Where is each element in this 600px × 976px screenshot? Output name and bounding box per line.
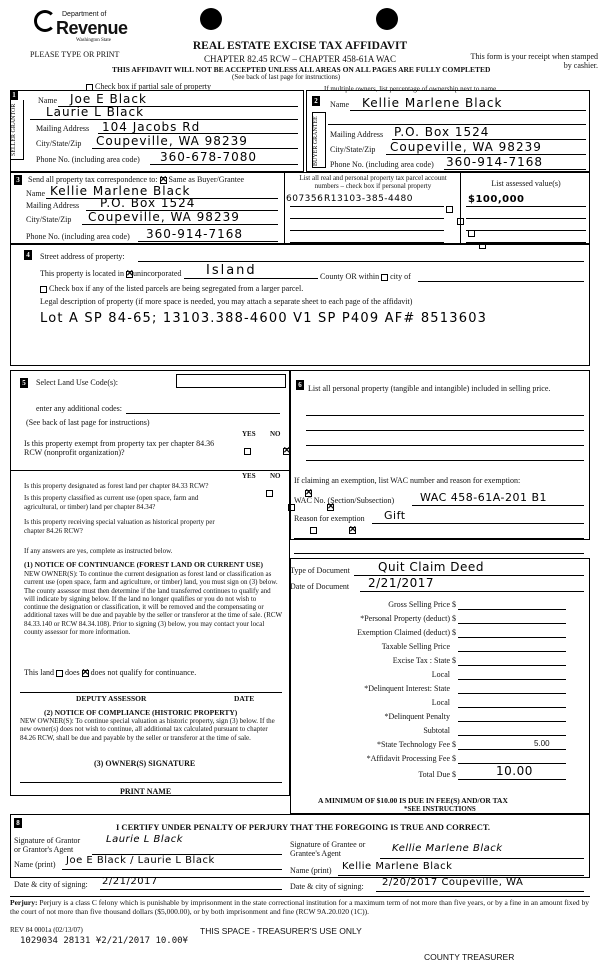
seller-phone-label: Phone No. (including area code): [36, 155, 140, 164]
corr-name[interactable]: Kellie Marlene Black: [50, 184, 191, 198]
reason-line-3: [294, 553, 584, 554]
buyer-mail[interactable]: P.O. Box 1524: [394, 125, 490, 139]
section-5-badge: 5: [20, 378, 28, 388]
seller-name2[interactable]: Laurie L Black: [46, 105, 145, 119]
buyer-phone-line: [444, 169, 586, 170]
doc-date-label: Date of Document: [290, 582, 350, 591]
fee-dollar: $: [452, 754, 456, 763]
buyer-name-label: Name: [330, 100, 350, 109]
grantee-print-line: [338, 875, 584, 876]
value-line-3: [466, 230, 586, 231]
section-1-badge: 1: [10, 90, 18, 100]
fee-table: [290, 598, 590, 788]
land-use-label: Select Land Use Code(s):: [36, 378, 118, 387]
reason-line: [372, 523, 584, 524]
doc-date-line: [360, 591, 584, 592]
fee-line: [458, 693, 566, 694]
fee-label: Gross Selling Price: [388, 600, 450, 609]
buyer-phone[interactable]: 360-914-7168: [446, 155, 544, 169]
fee-label: Excise Tax : State: [392, 656, 450, 665]
fee-line: [458, 735, 566, 736]
personal-property-check-2[interactable]: [457, 218, 464, 225]
value-line-2: [466, 218, 586, 219]
fee-line: [458, 665, 566, 666]
seller-phone-line: [150, 164, 298, 165]
fee-line: [458, 637, 566, 638]
grantee-date-line: [376, 891, 584, 892]
form-title: REAL ESTATE EXCISE TAX AFFIDAVIT: [192, 40, 408, 52]
parcel-number[interactable]: R13103-385-4480: [324, 194, 413, 204]
no-header: NO: [270, 430, 281, 438]
yes-header: YES: [242, 430, 256, 438]
receipt-note: This form is your receipt when stamped by cashier.: [470, 52, 598, 70]
fee-label: *Affidavit Processing Fee: [366, 754, 450, 763]
fee-label: *Personal Property (deduct): [360, 614, 450, 623]
legal-label: Legal description of property (if more space is needed, you may attach a separate sheet to each page of the affidavit): [40, 297, 413, 306]
continuance-row[interactable]: This land does ✕ does not qualify for continuance.: [24, 668, 196, 677]
corr-phone[interactable]: 360-914-7168: [146, 227, 244, 241]
section-8-badge: 8: [14, 818, 22, 828]
segregated-check[interactable]: Check box if any of the listed parcels are being segregated from a larger parcel.: [40, 284, 303, 293]
grantee-signature[interactable]: Kellie Marlene Black: [392, 843, 503, 854]
fee-dollar: $: [452, 656, 456, 665]
revenue-logo: [32, 8, 128, 48]
treasurer-use: THIS SPACE - TREASURER'S USE ONLY: [200, 926, 362, 936]
assessor-date-label: DATE: [234, 694, 255, 703]
city-of-line: [418, 281, 584, 282]
wac-label: WAC No. (Section/Subsection): [294, 496, 395, 505]
personal-property-check-1[interactable]: [446, 206, 453, 213]
corr-city-label: City/State/Zip: [26, 215, 72, 224]
personal-line-2: [306, 430, 584, 431]
parcel-divider: [284, 172, 285, 244]
logo-swoosh-icon: [34, 10, 56, 32]
logo-revenue: Revenue: [56, 18, 128, 38]
tech-fee-value[interactable]: 5.00: [534, 739, 550, 748]
see-instructions: *SEE INSTRUCTIONS: [404, 805, 476, 813]
seller-name-label: Name: [38, 96, 58, 105]
fee-line: [458, 679, 566, 680]
personal-line-1: [306, 415, 584, 416]
corr-city[interactable]: Coupeville, WA 98239: [88, 210, 240, 224]
grantor-date[interactable]: 2/21/2017: [102, 876, 158, 887]
yes-header-2: YES: [242, 472, 256, 480]
q1-text: Is this property exempt from property tax per chapter 84.36 RCW (nonprofit organization)?: [24, 439, 215, 457]
section-6-badge: 6: [296, 380, 304, 390]
grantee-sig-label: Signature of Grantee or Grantee's Agent: [290, 840, 366, 858]
corr-phone-label: Phone No. (including area code): [26, 232, 130, 241]
street-line: [138, 261, 584, 262]
fee-line: [458, 707, 566, 708]
wac-value[interactable]: WAC 458-61A-201 B1: [420, 491, 548, 504]
legal-description[interactable]: Lot A SP 84-65; 13103.388-4600 V1 SP P409 AF# 8513603: [40, 311, 488, 326]
grantee-date-label: Date & city of signing:: [290, 882, 364, 891]
print-name-label: PRINT NAME: [120, 787, 172, 796]
deputy-assessor-label: DEPUTY ASSESSOR: [76, 694, 147, 703]
if-yes-note: If any answers are yes, complete as instructed below.: [24, 547, 173, 555]
grantor-print-label: Name (print): [14, 860, 56, 869]
seller-mail-label: Mailing Address: [36, 124, 90, 133]
notice2-title: (2) NOTICE OF COMPLIANCE (HISTORIC PROPERTY): [44, 708, 238, 717]
fee-label: Local: [431, 670, 450, 679]
fee-label: Total Due: [418, 770, 450, 779]
fee-label: Exemption Claimed (deduct): [357, 628, 450, 637]
personal-label: List all personal property (tangible and intangible) included in selling price.: [308, 384, 551, 393]
punch-hole-right: [376, 8, 398, 30]
seller-city[interactable]: Coupeville, WA 98239: [96, 134, 248, 148]
corr-mail-label: Mailing Address: [26, 201, 80, 210]
grantor-date-label: Date & city of signing:: [14, 880, 88, 889]
fee-line: [458, 721, 566, 722]
doc-type-value[interactable]: Quit Claim Deed: [378, 560, 484, 574]
certify-text: I CERTIFY UNDER PENALTY OF PERJURY THAT THE FOREGOING IS TRUE AND CORRECT.: [116, 822, 491, 832]
multiple-owners-note: If multiple owners, list percentage of ownership next to name.: [324, 85, 498, 93]
doc-type-label: Type of Document: [290, 566, 350, 575]
value-line-4: [466, 242, 586, 243]
buyer-name[interactable]: Kellie Marlene Black: [362, 96, 503, 110]
notice1-title: (1) NOTICE OF CONTINUANCE (FOREST LAND OR CURRENT USE): [24, 560, 264, 569]
no-header-2: NO: [270, 472, 281, 480]
reason-line-2: [294, 538, 584, 539]
seller-side-tab: [10, 100, 24, 160]
located-row[interactable]: This property is located in ✕ unincorporated: [40, 269, 181, 278]
fee-dollar: $: [452, 740, 456, 749]
fee-line: [458, 651, 566, 652]
land-use-see-back: (See back of last page for instructions): [26, 418, 150, 427]
personal-line-3: [306, 445, 584, 446]
parcel-line-2: [290, 218, 444, 219]
q1-no[interactable]: [283, 448, 290, 455]
reason-value[interactable]: Gift: [384, 509, 406, 522]
buyer-side-label: BUYER GRANTEE: [313, 116, 319, 166]
fee-dollar: $: [452, 628, 456, 637]
punch-hole-left: [200, 8, 222, 30]
fee-label: *Delinquent Interest: State: [364, 684, 450, 693]
perjury-text: [10, 898, 594, 916]
corr-mail[interactable]: P.O. Box 1524: [100, 196, 196, 210]
type-print-note: PLEASE TYPE OR PRINT: [30, 50, 120, 59]
owner-signature-label: (3) OWNER(S) SIGNATURE: [94, 759, 196, 768]
seller-name1[interactable]: Joe E Black: [70, 92, 147, 106]
corr-name-label: Name: [26, 189, 46, 198]
buyer-city-label: City/State/Zip: [330, 145, 376, 154]
footer-rule: [10, 896, 590, 897]
parcel-line-1: [290, 206, 444, 207]
q-divider: [10, 470, 290, 471]
doc-date-value[interactable]: 2/21/2017: [368, 576, 435, 590]
logo-state: Washington State: [76, 38, 112, 43]
buyer-side-tab: [312, 112, 326, 168]
seller-city-label: City/State/Zip: [36, 139, 82, 148]
perjury-body: Perjury is a class C felony which is punishable by imprisonment in the state correctional institution for a maximum term of not more than five years, or by a fine in an amount fixed by the court of not more than five thousand dollars ($5,000.00), or by both imprisonment and fine (RCW 9A.20.020 (1C)).: [10, 898, 590, 916]
q4-text: Is this property receiving special valuation as historical property per chapter 84.26 RCW?: [24, 518, 215, 535]
fee-label: Subtotal: [423, 726, 450, 735]
land-use-box[interactable]: [176, 374, 286, 388]
corr-city-line: [82, 224, 278, 225]
parcel-prefix[interactable]: 607356: [286, 194, 324, 204]
assessor-line: [20, 692, 282, 693]
q2-text: Is this property designated as forest land per chapter 84.33 RCW?: [24, 482, 209, 490]
correspondence-label[interactable]: Send all property tax correspondence to: ✕ Same as Buyer/Grantee: [28, 175, 244, 184]
treasurer-stamp: 1029034 28131 ¥2/21/2017 10.00¥: [20, 936, 188, 946]
buyer-mail-label: Mailing Address: [330, 130, 384, 139]
form-see-back: (See back of last page for instructions): [232, 73, 341, 81]
form-warning: THIS AFFIDAVIT WILL NOT BE ACCEPTED UNLESS ALL AREAS ON ALL PAGES ARE FULLY COMPLETED: [112, 65, 491, 74]
grantor-sig-label: Signature of Grantor or Grantor's Agent: [14, 836, 81, 854]
q2-yes[interactable]: [266, 490, 273, 497]
exemption-label: If claiming an exemption, list WAC number and reason for exemption:: [294, 476, 521, 485]
minimum-note: A MINIMUM OF $10.00 IS DUE IN FEE(S) AND/OR TAX: [318, 796, 508, 805]
grantor-print-name[interactable]: Joe E Black / Laurie L Black: [66, 855, 215, 866]
fee-line: [458, 609, 566, 610]
county-label[interactable]: County OR within city of: [320, 272, 411, 281]
rev-number: REV 84 0001a (02/13/07): [10, 926, 83, 934]
section-2-badge: 2: [312, 96, 320, 106]
seller-side-label: SELLER GRANTOR: [11, 103, 17, 157]
partial-sale-check[interactable]: Check box if partial sale of property: [86, 82, 211, 91]
value-line-1: [466, 206, 586, 207]
q3-text: Is this property classified as current use (open space, farm and agricultural, or timber) land per chapter 84.34?: [24, 494, 199, 511]
additional-codes-label: enter any additional codes:: [36, 404, 122, 413]
parcel-line-3: [290, 230, 444, 231]
buyer-city[interactable]: Coupeville, WA 98239: [390, 140, 542, 154]
parcel-header: List all real and personal property tax parcel account numbers – check box if personal property: [299, 174, 447, 190]
buyer-name-line: [350, 110, 586, 111]
grantor-signature[interactable]: Laurie L Black: [106, 834, 184, 845]
grantor-print-line: [62, 869, 282, 870]
grantee-sig-line: [380, 858, 584, 859]
grantee-date[interactable]: 2/20/2017 Coupeville, WA: [382, 877, 524, 888]
logo-dept: Department of: [62, 11, 107, 18]
personal-line-4: [306, 460, 584, 461]
seller-city-line: [92, 148, 298, 149]
fee-label: *Delinquent Penalty: [384, 712, 450, 721]
total-due-value[interactable]: 10.00: [496, 764, 533, 778]
fee-dollar: $: [452, 770, 456, 779]
parcel-line-4: [290, 242, 444, 243]
fee-dollar: $: [452, 600, 456, 609]
seller-mail[interactable]: 104 Jacobs Rd: [102, 120, 201, 134]
perjury-label: Perjury:: [10, 898, 38, 907]
notice2-text: NEW OWNER(S): To continue special valuation as historic property, sign (3) below. If the new owner(s) does not wish to continue, all additional tax calculated pursuant to chapter 84.26 RCW, shall be due and payable by the seller or transferor at the time of sale.: [20, 717, 275, 742]
grantor-date-line: [100, 889, 282, 890]
fee-dollar: $: [452, 614, 456, 623]
fee-line: [458, 623, 566, 624]
corr-phone-line: [138, 241, 278, 242]
street-label: Street address of property:: [40, 252, 125, 261]
county-treasurer: COUNTY TREASURER: [424, 952, 515, 962]
owner-sig-line: [20, 782, 282, 783]
wac-line: [412, 505, 584, 506]
grantee-print-name[interactable]: Kellie Marlene Black: [342, 861, 453, 872]
fee-label: Local: [431, 698, 450, 707]
reason-label: Reason for exemption: [294, 514, 365, 523]
form-chapter: CHAPTER 82.45 RCW – CHAPTER 458-61A WAC: [204, 54, 396, 64]
notice1-text: NEW OWNER(S): To continue the current designation as forest land or classification as current use (open space, farm and agriculture, or timber) land, you must sign on (3) below. The county assessor must then determine if the land transferred continues to qualify and will indicate by signing below. If the land no longer qualifies or you do not wish to continue the designation or classification, it will be removed and the compensating or additional taxes will be due and payable by the seller or transferor at the time of sale. (RCW 84.33.140 or RCW 84.34.108). Prior to signing (3) below, you may contact your local county assessor for more information.: [24, 570, 283, 637]
value-header: List assessed value(s): [491, 179, 561, 188]
buyer-phone-label: Phone No. (including area code): [330, 160, 434, 169]
additional-codes-line: [126, 413, 280, 414]
fee-line: [458, 749, 566, 750]
seller-phone[interactable]: 360-678-7080: [160, 150, 258, 164]
county-value[interactable]: Island: [206, 263, 257, 278]
parcel-rows: [290, 206, 586, 224]
section-4-badge: 4: [24, 250, 32, 260]
fee-label: Taxable Selling Price: [381, 642, 450, 651]
fee-label: *State Technology Fee: [376, 740, 450, 749]
section-3-badge: 3: [14, 175, 22, 185]
county-line: [184, 278, 318, 279]
assessed-value[interactable]: $100,000: [468, 194, 525, 205]
fee-line: [458, 779, 566, 780]
q1-yes[interactable]: [244, 448, 251, 455]
grantee-print-label: Name (print): [290, 866, 332, 875]
